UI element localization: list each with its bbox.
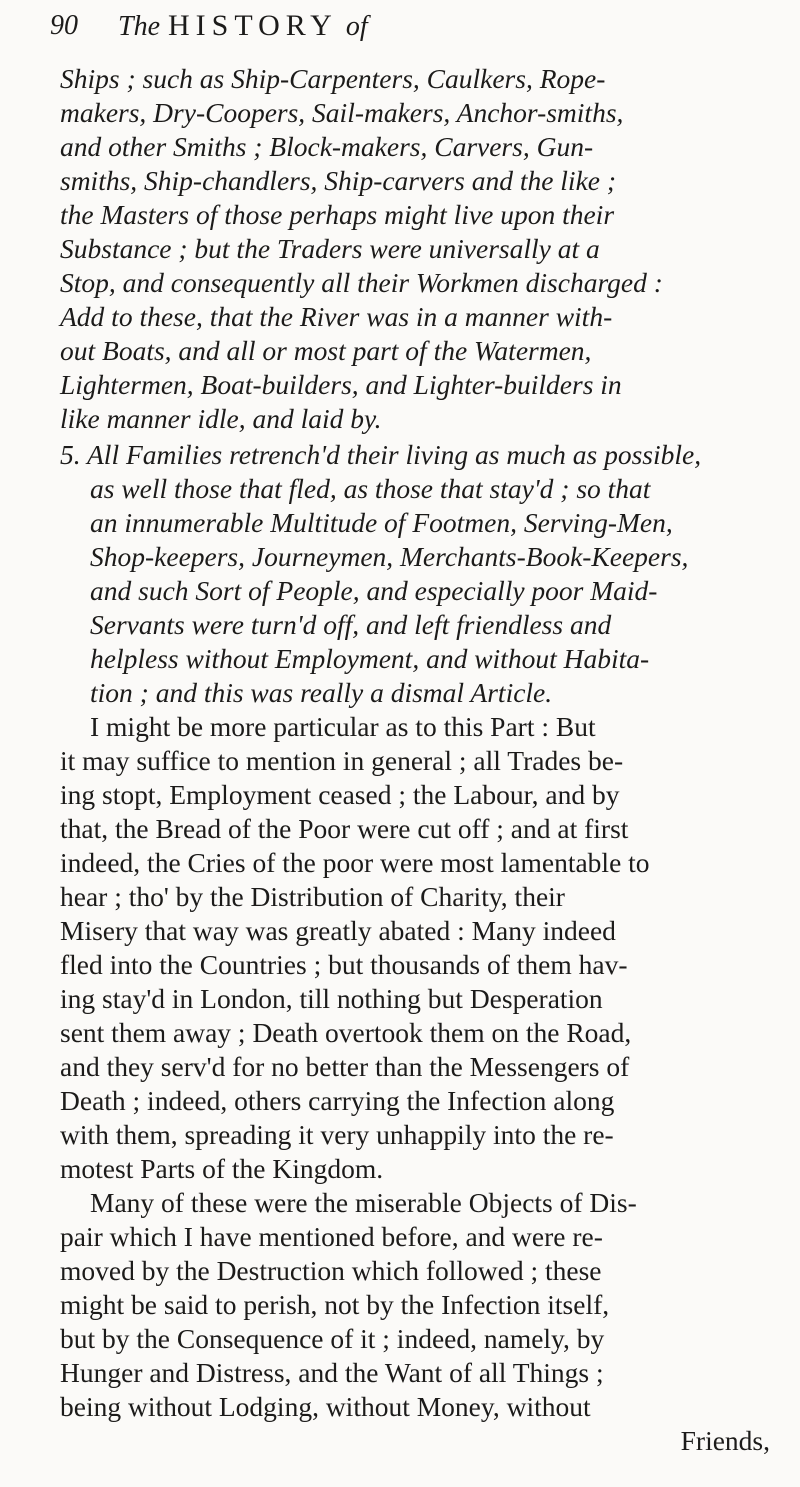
paragraph-start: Many of these were the miserable Objects of Dis- [90, 1187, 637, 1218]
text-line: smiths, Ship-chandlers, Ship-carvers and the like ; [60, 165, 617, 196]
text-line: out Boats, and all or most part of the Watermen, [60, 335, 592, 366]
running-title [118, 6, 368, 43]
text-line: makers, Dry-Coopers, Sail-makers, Anchor-smiths, [60, 97, 624, 128]
text-line: Ships ; such as Ship-Carpenters, Caulkers, Rope- [60, 63, 606, 94]
paragraph-start: I might be more particular as to this Part : But [90, 711, 596, 742]
text-line: but by the Consequence of it ; indeed, namely, by [60, 1323, 605, 1354]
text-line: Servants were turn'd off, and left friendless and [90, 609, 612, 640]
text-line: sent them away ; Death overtook them on the Road, [60, 1017, 632, 1048]
running-title-history: HISTORY [168, 9, 338, 42]
page-header [50, 6, 750, 50]
catchword: Friends, [680, 1425, 770, 1456]
text-line: pair which I have mentioned before, and were re- [60, 1221, 603, 1252]
text-line: and such Sort of People, and especially poor Maid- [90, 575, 658, 606]
text-line: Hunger and Distress, and the Want of all Things ; [60, 1357, 604, 1388]
text-line: ing stopt, Employment ceased ; the Labour, and by [60, 779, 620, 810]
text-line: indeed, the Cries of the poor were most lamentable to [60, 847, 650, 878]
text-line: an innumerable Multitude of Footmen, Serving-Men, [90, 507, 673, 538]
text-line: tion ; and this was really a dismal Article. [90, 677, 553, 708]
text-line: that, the Bread of the Poor were cut off ; and at first [60, 813, 629, 844]
running-title-of: of [345, 11, 368, 42]
text-line: Add to these, that the River was in a manner with- [60, 301, 613, 332]
text-line: motest Parts of the Kingdom. [60, 1153, 384, 1184]
text-line: Misery that way was greatly abated : Many indeed [60, 915, 616, 946]
text-line: moved by the Destruction which followed ; these [60, 1255, 602, 1286]
text-line: as well those that fled, as those that stay'd ; so that [90, 473, 651, 504]
text-line: the Masters of those perhaps might live upon their [60, 199, 615, 230]
text-line: fled into the Countries ; but thousands of them hav- [60, 949, 628, 980]
text-line: Lightermen, Boat-builders, and Lighter-builders in [60, 369, 622, 400]
text-line: and they serv'd for no better than the Messengers of [60, 1051, 630, 1082]
text-line: it may suffice to mention in general ; all Trades be- [60, 745, 624, 776]
text-line: being without Lodging, without Money, without [60, 1391, 591, 1422]
text-line: Stop, and consequently all their Workmen discharged : [60, 267, 663, 298]
text-line: and other Smiths ; Block-makers, Carvers, Gun- [60, 131, 594, 162]
page-number: 90 [50, 10, 78, 41]
text-line: helpless without Employment, and without Habita- [90, 643, 650, 674]
text-line: might be said to perish, not by the Infection itself, [60, 1289, 610, 1320]
text-line: Substance ; but the Traders were universally at a [60, 233, 600, 264]
text-line: like manner idle, and laid by. [60, 403, 382, 434]
text-line: with them, spreading it very unhappily into the re- [60, 1119, 614, 1150]
text-line: ing stay'd in London, till nothing but Desperation [60, 983, 603, 1014]
text-line: hear ; tho' by the Distribution of Charity, their [60, 881, 565, 912]
running-title-the: The [118, 11, 160, 42]
text-line: Shop-keepers, Journeymen, Merchants-Book-Keepers, [90, 541, 689, 572]
numbered-paragraph-5: 5. All Families retrench'd their living as much as possible, [60, 439, 702, 470]
text-line: Death ; indeed, others carrying the Infection along [60, 1085, 615, 1116]
